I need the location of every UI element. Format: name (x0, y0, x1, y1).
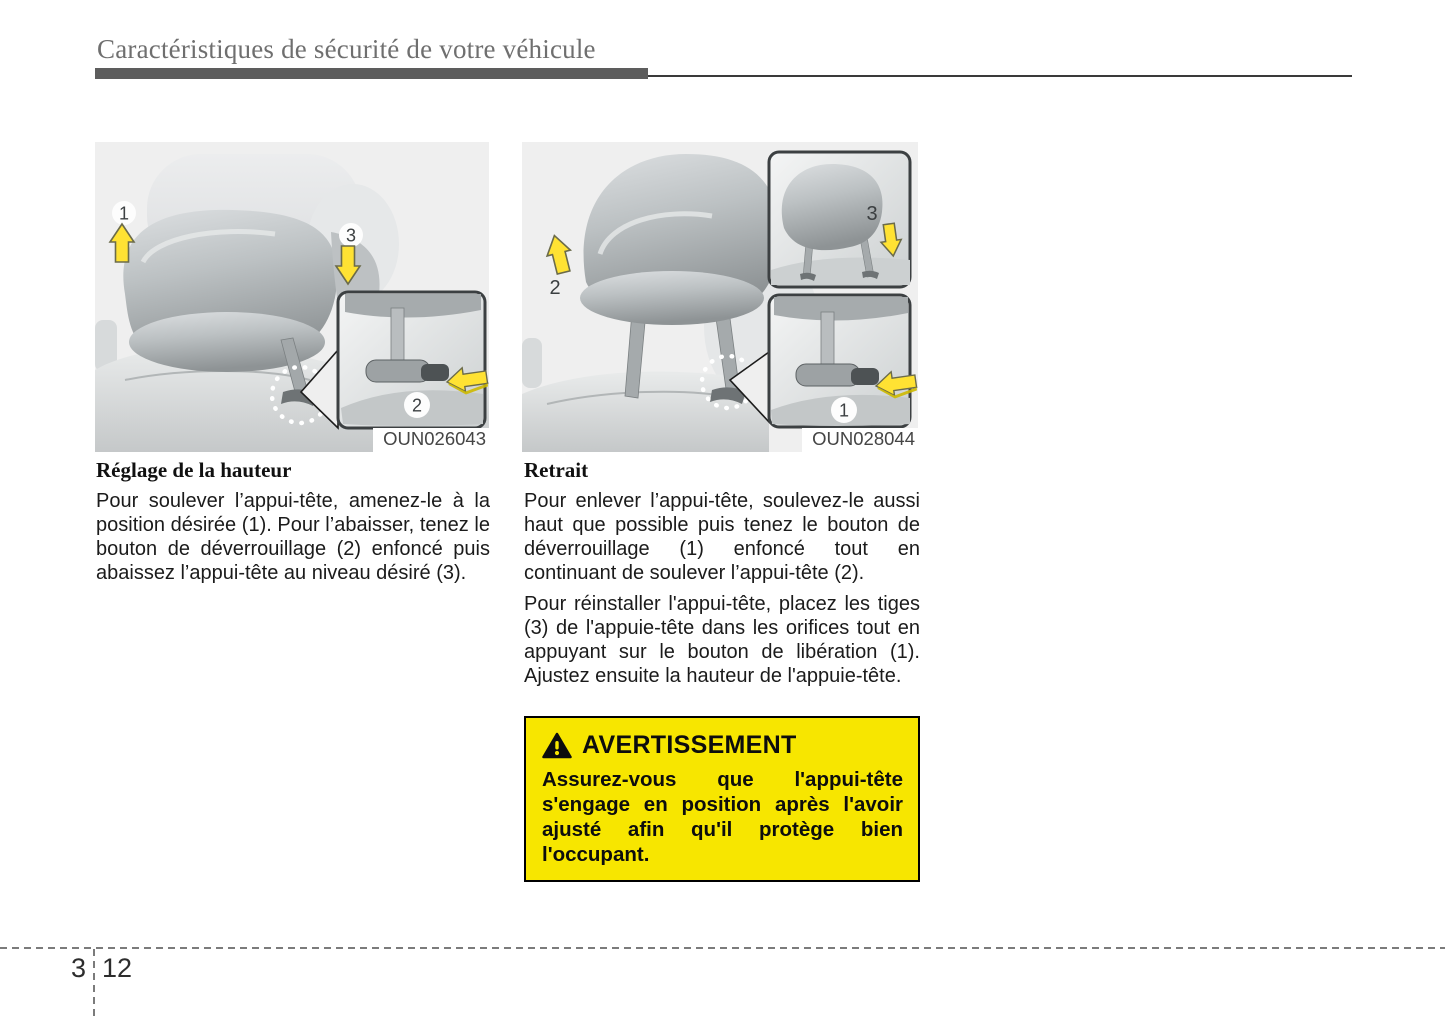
paragraph: Pour enlever l’appui-tête, soulevez-le aussi haut que possible puis tenez le bouton de déverrouillage (1) enfoncé tout en continuant de soulever l’appui-tête (2). (524, 490, 920, 584)
headrest-height-illustration (95, 142, 489, 452)
inset-detail-box (338, 292, 489, 428)
headrest-removal-illustration (522, 142, 918, 452)
figure-removal (522, 142, 918, 452)
title-underline-thick (95, 68, 648, 79)
warning-header (542, 731, 903, 760)
page-number: 12 (102, 953, 133, 983)
page-title: Caractéristiques de sécurité de votre véhicule (97, 34, 596, 64)
title-underline-thin (648, 75, 1352, 77)
section-height-adjustment (96, 458, 490, 592)
figure-code-label: OUN028044 (802, 428, 918, 452)
section-heading: Réglage de la hauteur (96, 458, 292, 482)
inset-post-shape (391, 308, 404, 366)
footer-divider (0, 947, 1445, 949)
inset-release-box (769, 295, 918, 427)
callout-label-up: 1 (118, 203, 130, 224)
inset-reinstall-box (769, 152, 910, 287)
paragraph: Pour soulever l’appui-tête, amenez-le à la position désirée (1). Pour l’abaisser, tenez le bouton de déverrouillage (2) enfoncé puis abaissez l’appui-tête au niveau désiré (3). (96, 490, 490, 584)
warning-body: Assurez-vous que l'appui-tête s'engage en position après l'avoir ajusté afin qu'il protège bien l'occupant. (542, 768, 903, 866)
callout-label-lift: 2 (549, 277, 561, 299)
footer-chapter-divider (93, 949, 95, 1019)
callout-label-button: 1 (838, 400, 850, 421)
inset-post-shape (821, 312, 834, 370)
warning-box (524, 716, 920, 882)
callout-label-insert: 3 (866, 203, 878, 225)
chapter-number: 3 (70, 953, 86, 983)
warning-triangle-icon (542, 732, 572, 759)
paragraph: Pour réinstaller l'appui-tête, placez les tiges (3) de l'appuie-tête dans les orifices tout en appuyant sur le bouton de libération (1). Ajustez ensuite la hauteur de l'appuie-tête. (524, 593, 920, 687)
warning-title: AVERTISSEMENT (582, 731, 797, 759)
release-button-shape (851, 368, 879, 385)
callout-label-down: 3 (345, 225, 357, 246)
figure-height-adjustment (95, 142, 489, 452)
section-removal (524, 458, 920, 695)
release-button-shape (421, 364, 449, 381)
section-heading: Retrait (524, 458, 589, 482)
figure-code-label: OUN026043 (373, 428, 489, 452)
release-guide-shape (796, 364, 860, 386)
callout-label-button: 2 (411, 395, 423, 416)
release-guide-shape (366, 360, 430, 382)
